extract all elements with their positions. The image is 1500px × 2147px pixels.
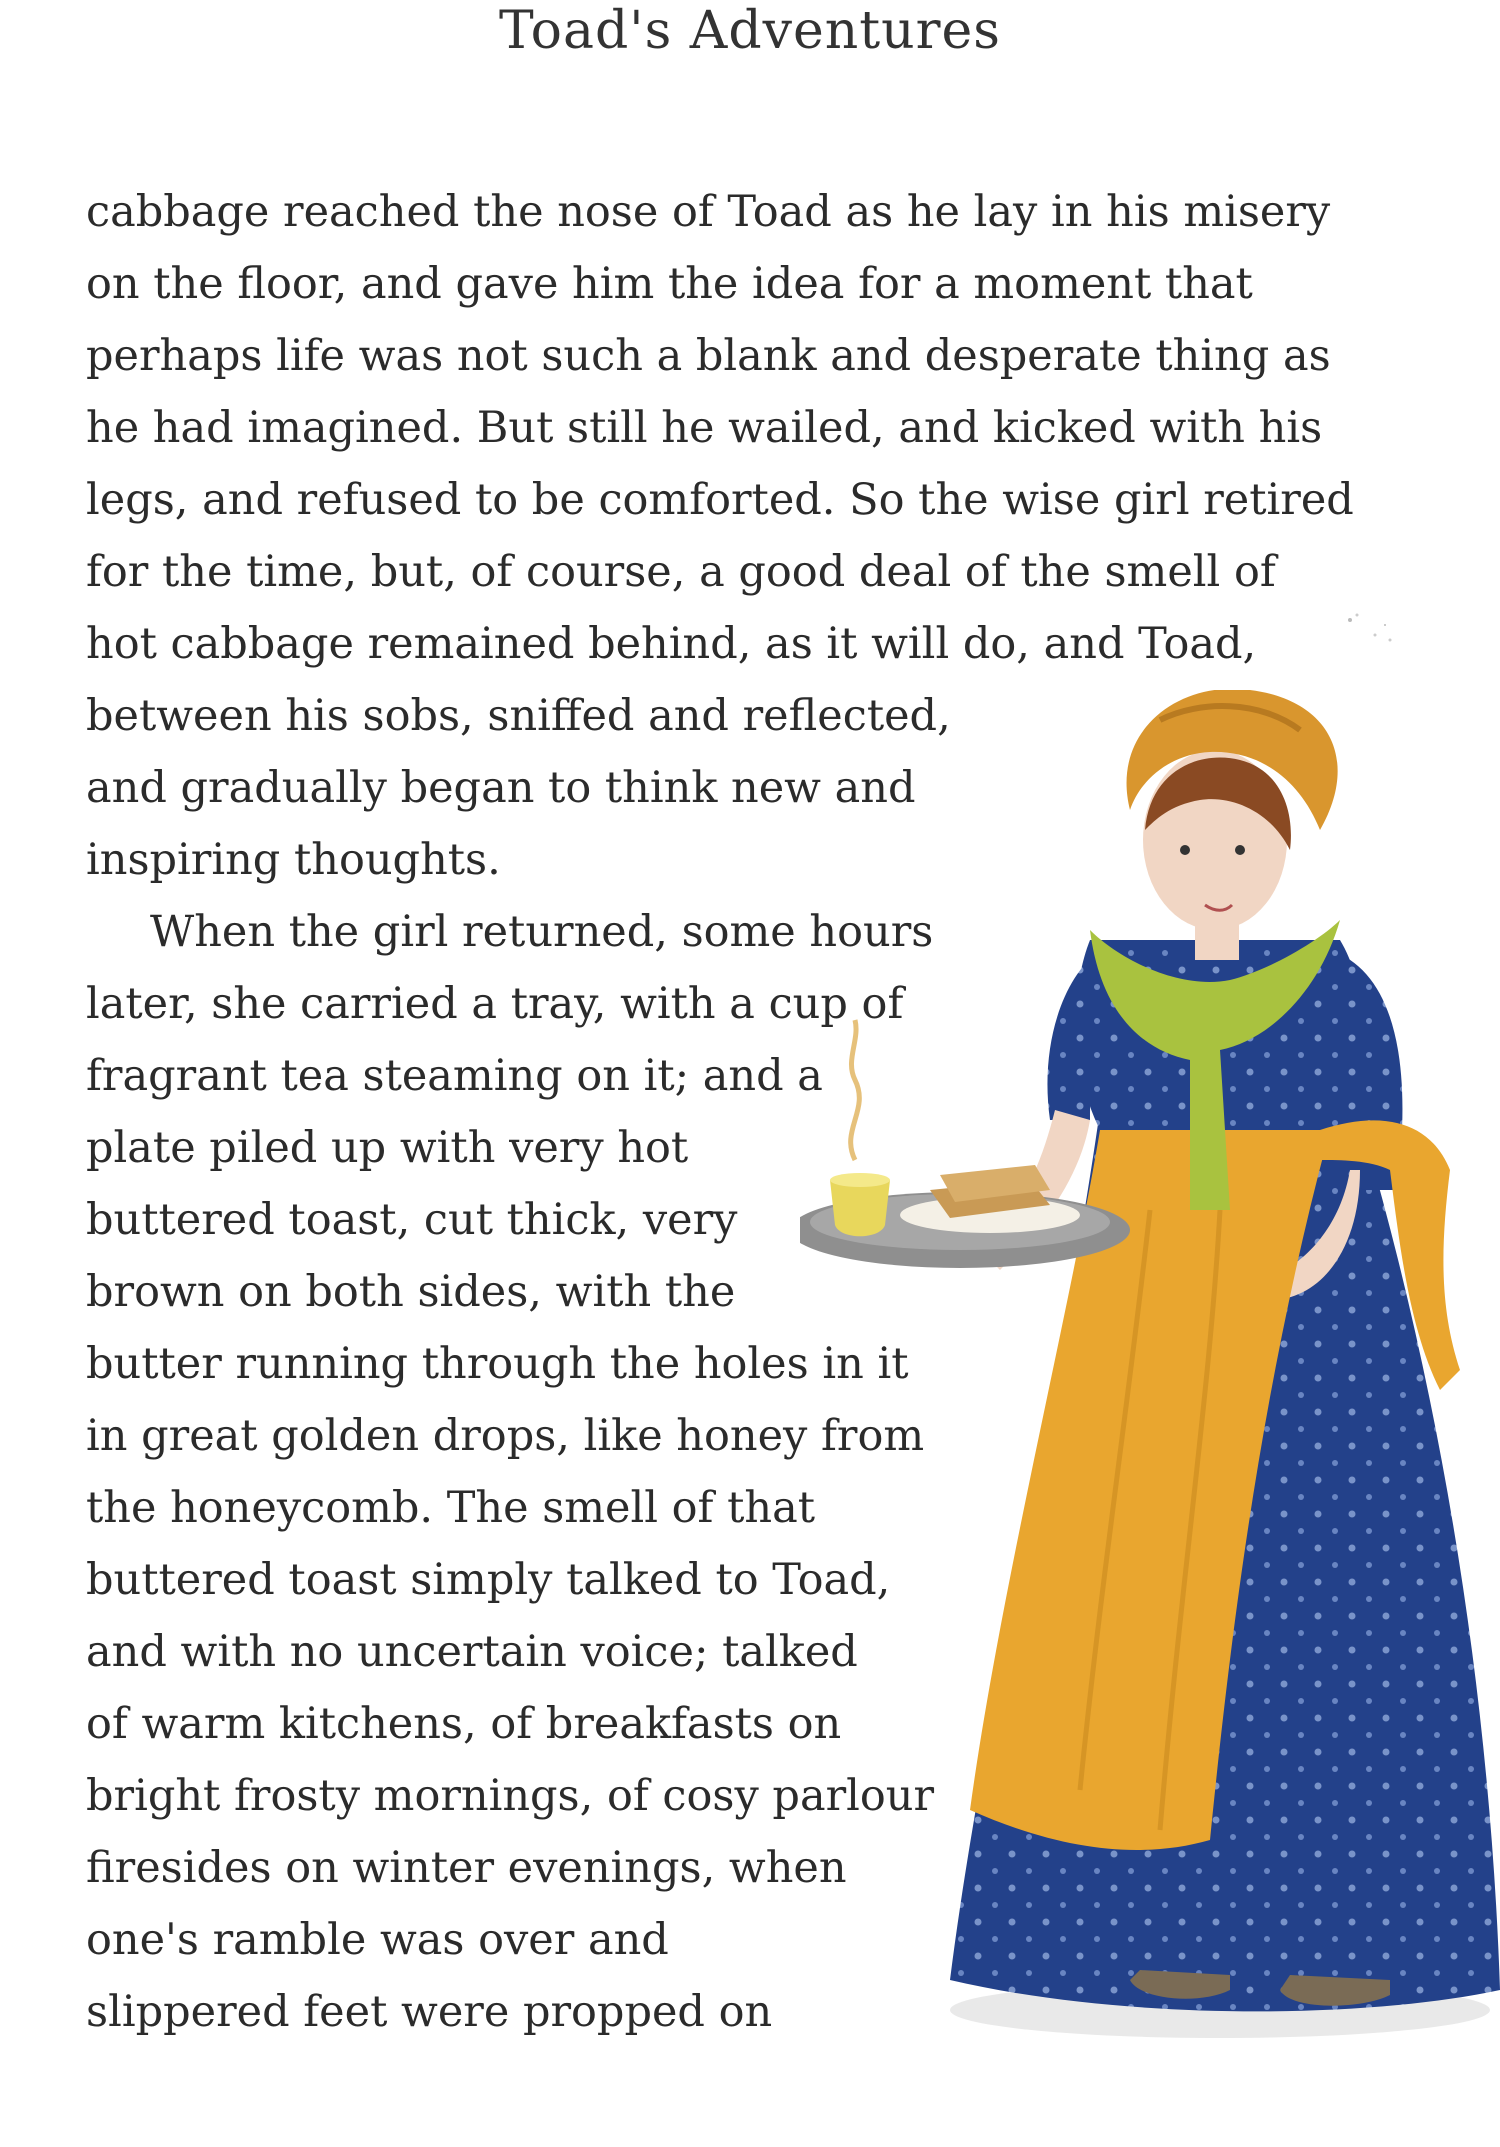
text-line: firesides on winter evenings, when [86, 1843, 847, 1893]
text-line: the honeycomb. The smell of that [86, 1483, 816, 1533]
text-line: of warm kitchens, of breakfasts on [86, 1699, 842, 1749]
text-line: legs, and refused to be comforted. So the wise girl retired [86, 475, 1354, 525]
text-line: one's ramble was over and [86, 1915, 669, 1965]
text-line: brown on both sides, with the [86, 1267, 736, 1317]
text-line: in great golden drops, like honey from [86, 1411, 925, 1461]
text-line: bright frosty mornings, of cosy parlour [86, 1771, 935, 1821]
text-line: later, she carried a tray, with a cup of [86, 979, 904, 1029]
eye-left [1180, 845, 1190, 855]
paper-speck [1330, 600, 1410, 670]
text-line: he had imagined. But still he wailed, and kicked with his [86, 403, 1323, 453]
eye-right [1235, 845, 1245, 855]
text-line: cabbage reached the nose of Toad as he lay in his misery [86, 187, 1331, 237]
steam [851, 1020, 860, 1160]
text-line: for the time, but, of course, a good deal of the smell of [86, 547, 1276, 597]
text-line: perhaps life was not such a blank and desperate thing as [86, 331, 1331, 381]
text-line: hot cabbage remained behind, as it will do, and Toad, [86, 619, 1257, 669]
tea-cup [830, 1180, 890, 1236]
text-line: and gradually began to think new and [86, 763, 916, 813]
text-line: butter running through the holes in it [86, 1339, 909, 1389]
running-title: Toad's Adventures [499, 1, 1001, 61]
text-line: fragrant tea steaming on it; and a [86, 1051, 823, 1101]
text-line: buttered toast simply talked to Toad, [86, 1555, 891, 1605]
text-line: buttered toast, cut thick, very [86, 1195, 738, 1245]
text-line: and with no uncertain voice; talked [86, 1627, 858, 1677]
text-line: between his sobs, sniffed and reflected, [86, 691, 951, 741]
text-line: inspiring thoughts. [86, 835, 501, 885]
text-line: slippered feet were propped on [86, 1987, 773, 2037]
text-line: plate piled up with very hot [86, 1123, 689, 1173]
maid-with-tray-illustration [800, 690, 1500, 2130]
text-line: on the floor, and gave him the idea for a moment that [86, 259, 1253, 309]
text-line: When the girl returned, some hours [150, 907, 934, 957]
